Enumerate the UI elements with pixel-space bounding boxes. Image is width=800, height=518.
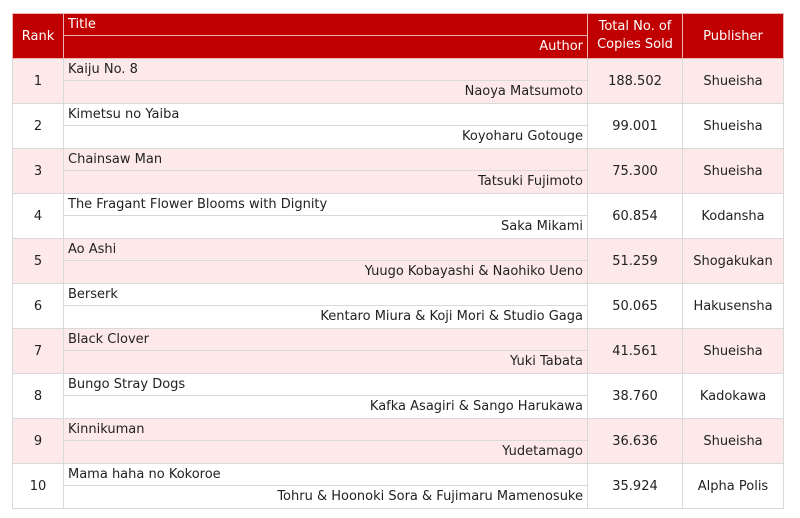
publisher-cell: Shueisha <box>683 104 784 149</box>
author-text: Koyoharu Gotouge <box>462 129 583 144</box>
column-header-title-author <box>64 14 588 59</box>
author-text: Yuugo Kobayashi & Naohiko Ueno <box>364 264 583 279</box>
title-text: Kinnikuman <box>64 419 587 441</box>
column-header-publisher: Publisher <box>683 14 784 59</box>
copies-sold-cell: 36.636 <box>588 419 683 464</box>
copies-sold-cell: 41.561 <box>588 329 683 374</box>
title-text: Kimetsu no Yaiba <box>64 104 587 126</box>
title-text: The Fragant Flower Blooms with Dignity <box>64 194 587 216</box>
table-header-row <box>13 14 784 59</box>
title-author-cell <box>64 464 588 509</box>
table-row <box>13 59 784 104</box>
table-row <box>13 194 784 239</box>
title-text: Mama haha no Kokoroe <box>64 464 587 486</box>
author-text: Kentaro Miura & Koji Mori & Studio Gaga <box>320 309 583 324</box>
rank-cell: 5 <box>13 239 64 284</box>
rank-cell: 9 <box>13 419 64 464</box>
publisher-cell: Kodansha <box>683 194 784 239</box>
title-author-cell <box>64 104 588 149</box>
column-header-copies-line1: Total No. of <box>598 19 672 34</box>
author-text: Tatsuki Fujimoto <box>477 174 583 189</box>
column-header-copies-sold <box>588 14 683 59</box>
rank-cell: 3 <box>13 149 64 194</box>
publisher-cell: Shueisha <box>683 419 784 464</box>
rank-cell: 8 <box>13 374 64 419</box>
title-text: Berserk <box>64 284 587 306</box>
title-author-cell <box>64 149 588 194</box>
title-text: Black Clover <box>64 329 587 351</box>
column-header-copies-line2: Copies Sold <box>597 37 673 52</box>
title-author-cell <box>64 194 588 239</box>
publisher-cell: Shueisha <box>683 149 784 194</box>
publisher-cell: Kadokawa <box>683 374 784 419</box>
publisher-cell: Hakusensha <box>683 284 784 329</box>
ranking-table-container <box>12 13 783 509</box>
publisher-cell: Alpha Polis <box>683 464 784 509</box>
table-row <box>13 329 784 374</box>
copies-sold-cell: 75.300 <box>588 149 683 194</box>
table-row <box>13 374 784 419</box>
rank-cell: 1 <box>13 59 64 104</box>
title-author-cell <box>64 374 588 419</box>
manga-sales-table <box>12 13 784 509</box>
table-row <box>13 419 784 464</box>
copies-sold-cell: 60.854 <box>588 194 683 239</box>
column-header-title: Title <box>64 14 587 36</box>
copies-sold-cell: 38.760 <box>588 374 683 419</box>
copies-sold-cell: 35.924 <box>588 464 683 509</box>
rank-cell: 2 <box>13 104 64 149</box>
copies-sold-cell: 99.001 <box>588 104 683 149</box>
author-text: Naoya Matsumoto <box>464 84 583 99</box>
title-author-cell <box>64 419 588 464</box>
table-row <box>13 104 784 149</box>
rank-cell: 6 <box>13 284 64 329</box>
rank-cell: 7 <box>13 329 64 374</box>
author-text: Saka Mikami <box>501 219 583 234</box>
title-text: Bungo Stray Dogs <box>64 374 587 396</box>
title-author-cell <box>64 239 588 284</box>
column-header-author: Author <box>539 39 583 54</box>
copies-sold-cell: 188.502 <box>588 59 683 104</box>
title-text: Chainsaw Man <box>64 149 587 171</box>
publisher-cell: Shueisha <box>683 59 784 104</box>
table-row <box>13 239 784 284</box>
table-row <box>13 284 784 329</box>
rank-cell: 10 <box>13 464 64 509</box>
table-row <box>13 149 784 194</box>
title-text: Ao Ashi <box>64 239 587 261</box>
author-text: Tohru & Hoonoki Sora & Fujimaru Mamenosuke <box>277 489 583 504</box>
rank-cell: 4 <box>13 194 64 239</box>
copies-sold-cell: 51.259 <box>588 239 683 284</box>
author-text: Yudetamago <box>502 444 583 459</box>
author-text: Yuki Tabata <box>510 354 583 369</box>
title-text: Kaiju No. 8 <box>64 59 587 81</box>
copies-sold-cell: 50.065 <box>588 284 683 329</box>
table-row <box>13 464 784 509</box>
author-text: Kafka Asagiri & Sango Harukawa <box>369 399 583 414</box>
title-author-cell <box>64 284 588 329</box>
title-author-cell <box>64 329 588 374</box>
publisher-cell: Shueisha <box>683 329 784 374</box>
publisher-cell: Shogakukan <box>683 239 784 284</box>
title-author-cell <box>64 59 588 104</box>
column-header-rank: Rank <box>13 14 64 59</box>
